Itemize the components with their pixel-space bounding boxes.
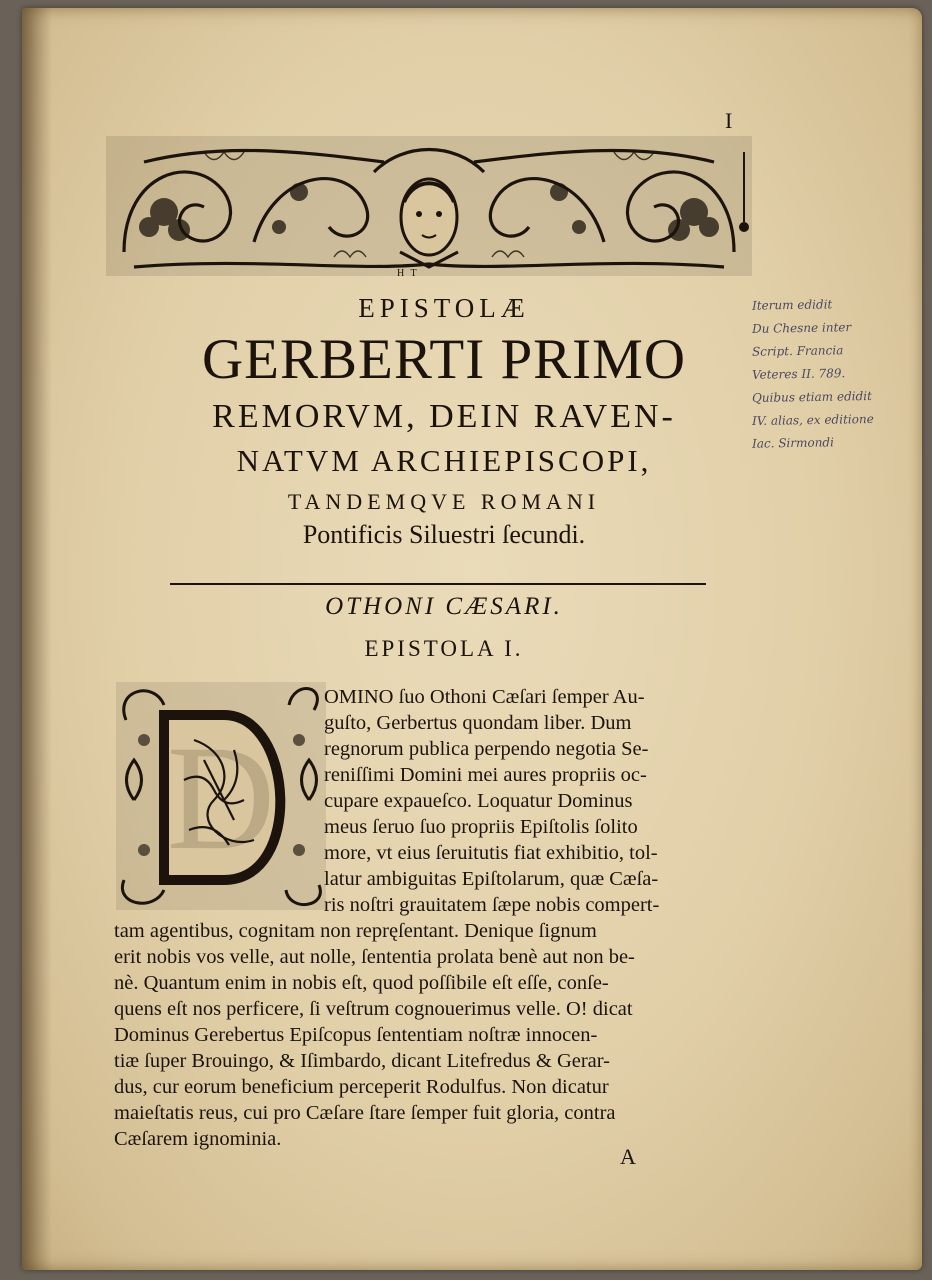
body-line-6: meus ſeruo ſuo propriis Epiſtolis ſolito (324, 816, 638, 838)
body-line-18: Cæſarem ignominia. (114, 1128, 282, 1150)
annotation-line-3: Script. Francia (751, 343, 844, 359)
page-gutter-shadow (22, 8, 52, 1270)
page-number: I (725, 108, 733, 133)
signature-mark: H T (397, 268, 419, 279)
letter-number: EPISTOLA I. (364, 636, 524, 661)
body-line-3: regnorum publica perpendo negotia Se- (324, 738, 649, 760)
annotation-line-5: Quibus etiam edidit (751, 388, 872, 406)
catchword: A (620, 1144, 636, 1169)
body-line-11: erit nobis vos velle, aut nolle, ſententia prolata benè aut non be- (114, 946, 635, 968)
body-line-4: reniſſimi Domini mei aures propriis oc- (324, 764, 647, 786)
horizontal-rule (170, 583, 706, 585)
title-line-4: NATVM ARCHIEPISCOPI, (236, 443, 652, 478)
title-line-1: EPISTOLÆ (358, 293, 530, 323)
annotation-line-2: Du Chesne inter (751, 320, 852, 336)
title-line-3: REMORVM, DEIN RAVEN- (212, 398, 676, 435)
ornamental-headpiece (104, 132, 754, 280)
body-line-1: OMINO ſuo Othoni Cæſari ſemper Au- (324, 686, 645, 708)
body-line-16: dus, cur eorum beneficium perceperit Rodulfus. Non dicatur (114, 1076, 609, 1098)
title-line-5: TANDEMQVE ROMANI (287, 489, 601, 514)
title-line-2: GERBERTI PRIMO (201, 328, 687, 391)
body-line-7: more, vt eius ſeruitutis fiat exhibitio, tol- (324, 842, 658, 864)
body-line-10: tam agentibus, cognitam non repręſentant. Denique ſignum (114, 920, 597, 942)
letter-addressee: OTHONI CÆSARI. (325, 593, 563, 620)
body-line-13: quens eſt nos perficere, ſi veſtrum cognouerimus velle. O! dicat (114, 998, 633, 1020)
body-line-2: guſto, Gerbertus quondam liber. Dum (324, 712, 632, 734)
body-line-9: ris noſtri grauitatem ſæpe nobis compert- (324, 894, 660, 916)
body-line-8: latur ambiguitas Epiſtolarum, quæ Cæſa- (324, 868, 659, 890)
annotation-line-7: Iac. Sirmondi (751, 435, 835, 451)
body-line-15: tiæ ſuper Brouingo, & Iſimbardo, dicant Litefredus & Gerar- (114, 1050, 611, 1072)
decorated-initial (114, 680, 328, 912)
body-line-12: nè. Quantum enim in nobis eſt, quod poſſibile eſt eſſe, conſe- (114, 972, 609, 994)
initial-letter-glyph: D (166, 715, 276, 881)
annotation-line-6: IV. alias, ex editione (751, 411, 874, 429)
body-line-14: Dominus Gerebertus Epiſcopus ſententiam noſtræ innocen- (114, 1024, 598, 1046)
body-line-17: maieſtatis reus, cui pro Cæſare ſtare ſemper fuit gloria, contra (114, 1102, 616, 1124)
annotation-line-1: Iterum edidit (751, 297, 833, 313)
book-page (22, 8, 922, 1270)
title-line-6: Pontificis Siluestri ſecundi. (302, 520, 586, 549)
body-line-5: cupare expaueſco. Loquatur Dominus (324, 790, 633, 812)
annotation-line-4: Veteres II. 789. (751, 366, 846, 382)
